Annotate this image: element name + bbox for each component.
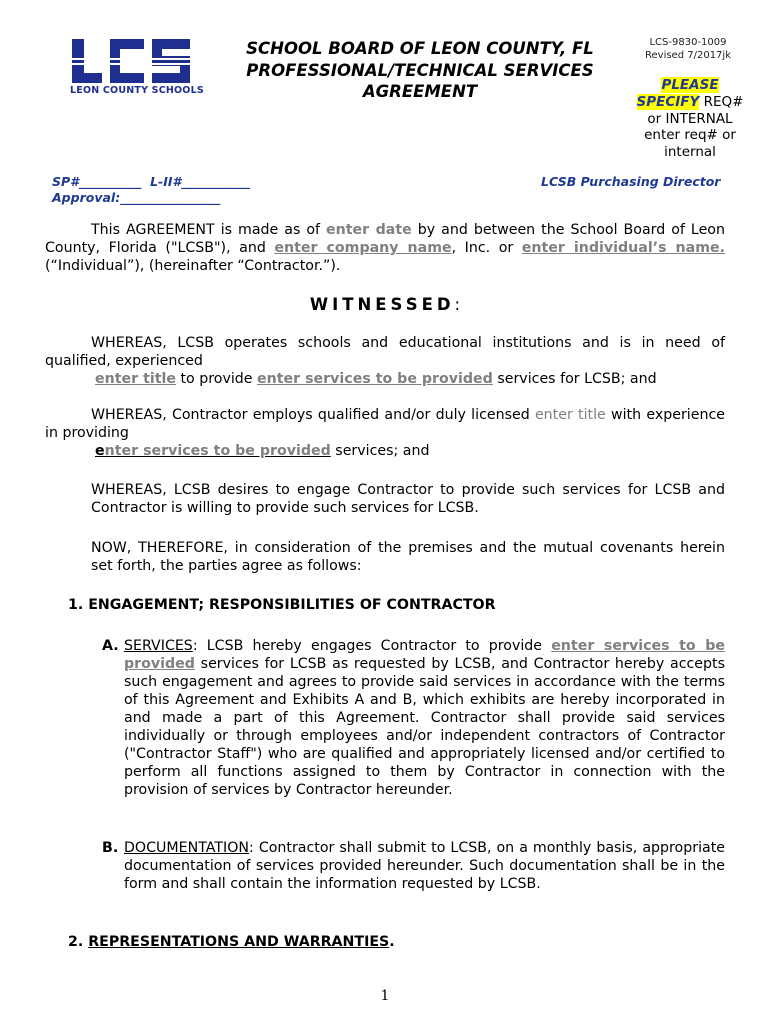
section-2-number: 2. bbox=[68, 934, 84, 950]
whereas-2-after: with experience in providing bbox=[45, 407, 725, 441]
approval-block bbox=[52, 174, 250, 205]
form-code: LCS-9830-1009 bbox=[649, 37, 727, 48]
title-line-2: PROFESSIONAL/TECHNICAL SERVICES bbox=[246, 60, 594, 80]
section-1b-text: : Contractor shall submit to LCSB, on a monthly basis, appropriate documentation of services provided hereunder. Such documentation shall be in the form and shall contain the information requested by LCSB. bbox=[124, 840, 725, 892]
witnessed-word: WITNESSED bbox=[309, 295, 455, 314]
whereas-2-services-rest: nter services to be provided bbox=[104, 443, 331, 459]
section-2-period: . bbox=[389, 934, 395, 950]
whereas-1-text: WHEREAS, LCSB operates schools and educational institutions and is in need of qualified, experienced bbox=[45, 335, 725, 369]
now-therefore-paragraph: NOW, THEREFORE, in consideration of the premises and the mutual covenants herein set forth, the parties agree as follows: bbox=[91, 540, 725, 574]
section-2-title: REPRESENTATIONS AND WARRANTIES bbox=[88, 934, 390, 950]
individual-name-field[interactable]: enter individual’s name. bbox=[521, 240, 725, 256]
whereas-1-end: services for LCSB; and bbox=[492, 371, 657, 387]
approval-field[interactable]: Approval:________________ bbox=[52, 189, 221, 205]
witnessed-colon: : bbox=[454, 295, 461, 314]
whereas-2-title-field[interactable]: enter title bbox=[534, 407, 606, 423]
req-hint-2: internal bbox=[664, 144, 716, 161]
please-highlight: PLEASE bbox=[661, 77, 719, 93]
title-line-3: AGREEMENT bbox=[362, 82, 478, 101]
section-1b-paragraph bbox=[124, 839, 725, 893]
date-field[interactable]: enter date bbox=[326, 222, 412, 238]
whereas-3-paragraph: WHEREAS, LCSB desires to engage Contractor to provide such services for LCSB and Contractor is willing to provide such services for LCSB. bbox=[91, 482, 725, 516]
intro-text-3: , Inc. or bbox=[451, 240, 522, 256]
intro-paragraph bbox=[45, 221, 725, 275]
whereas-1-line-2 bbox=[95, 370, 725, 388]
revised-date: Revised 7/2017jk bbox=[645, 49, 731, 61]
section-2-heading bbox=[68, 933, 728, 951]
whereas-2-services-field[interactable] bbox=[95, 443, 331, 459]
whereas-1-mid: to provide bbox=[175, 371, 258, 387]
lii-field[interactable]: L-II#___________ bbox=[150, 174, 250, 189]
section-1-heading bbox=[68, 596, 728, 614]
section-1a-intro: : LCSB hereby engages Contractor to provide bbox=[192, 638, 552, 654]
services-subheading: SERVICES bbox=[124, 638, 193, 654]
whereas-1-services-field[interactable]: enter services to be provided bbox=[257, 371, 493, 387]
whereas-2-end: services; and bbox=[330, 443, 430, 459]
specify-highlight: SPECIFY bbox=[636, 93, 700, 110]
whereas-1-title-field[interactable]: enter title bbox=[95, 371, 176, 387]
company-name-field[interactable]: enter company name bbox=[274, 240, 452, 256]
req-label: REQ# bbox=[699, 93, 744, 110]
whereas-2-line-2 bbox=[95, 442, 725, 460]
section-1b-label: B. bbox=[102, 840, 119, 856]
section-1a-label: A. bbox=[102, 638, 119, 654]
witnessed-heading bbox=[0, 295, 770, 314]
whereas-1-paragraph bbox=[45, 334, 725, 370]
intro-text-4: (“Individual”), (hereinafter “Contractor.”). bbox=[45, 258, 341, 274]
title-line-1: SCHOOL BOARD OF LEON COUNTY, FL bbox=[246, 39, 594, 58]
purchasing-director-label: LCSB Purchasing Director bbox=[541, 174, 721, 189]
whereas-2-text: WHEREAS, Contractor employs qualified and/or duly licensed bbox=[91, 407, 535, 423]
page-number: 1 bbox=[380, 988, 390, 1004]
req-number-field[interactable] bbox=[622, 77, 758, 161]
section-1a-text: services for LCSB as requested by LCSB, and Contractor hereby accepts such engagement and agrees to provide said services in accordance with the terms of this Agreement and Exhibits A and B, which exhibits are hereby incorporated in and made a part of this Agreement. Contractor shall provide said services individually or through employees and/or independent contractors of Contractor ("Contractor Staff") who are qualified and appropriately licensed and/or certified to perform all functions assigned to them by Contractor in connection with the provision of services by Contractor hereunder. bbox=[124, 656, 725, 798]
form-code-block bbox=[628, 37, 748, 62]
document-title bbox=[222, 38, 618, 103]
sp-field[interactable]: SP#__________ bbox=[52, 174, 142, 189]
whereas-2-paragraph bbox=[45, 406, 725, 442]
intro-text-2: by and between the School Board of Leon County, Florida ("LCSB"), and bbox=[45, 222, 725, 256]
intro-text-1: This AGREEMENT is made as of bbox=[91, 222, 327, 238]
section-1a-services-field[interactable]: enter services to be provided bbox=[124, 638, 726, 672]
section-1-title: ENGAGEMENT; RESPONSIBILITIES OF CONTRACTOR bbox=[88, 597, 496, 613]
section-1a-paragraph bbox=[124, 637, 725, 799]
req-internal-label: or INTERNAL bbox=[647, 110, 733, 127]
req-hint-1: enter req# or bbox=[644, 127, 736, 144]
documentation-subheading: DOCUMENTATION bbox=[124, 840, 249, 856]
whereas-2-services-first-letter: e bbox=[95, 443, 105, 459]
lcs-logo bbox=[70, 37, 204, 101]
logo-caption: LEON COUNTY SCHOOLS bbox=[70, 85, 204, 96]
section-1-number: 1. bbox=[68, 597, 84, 613]
